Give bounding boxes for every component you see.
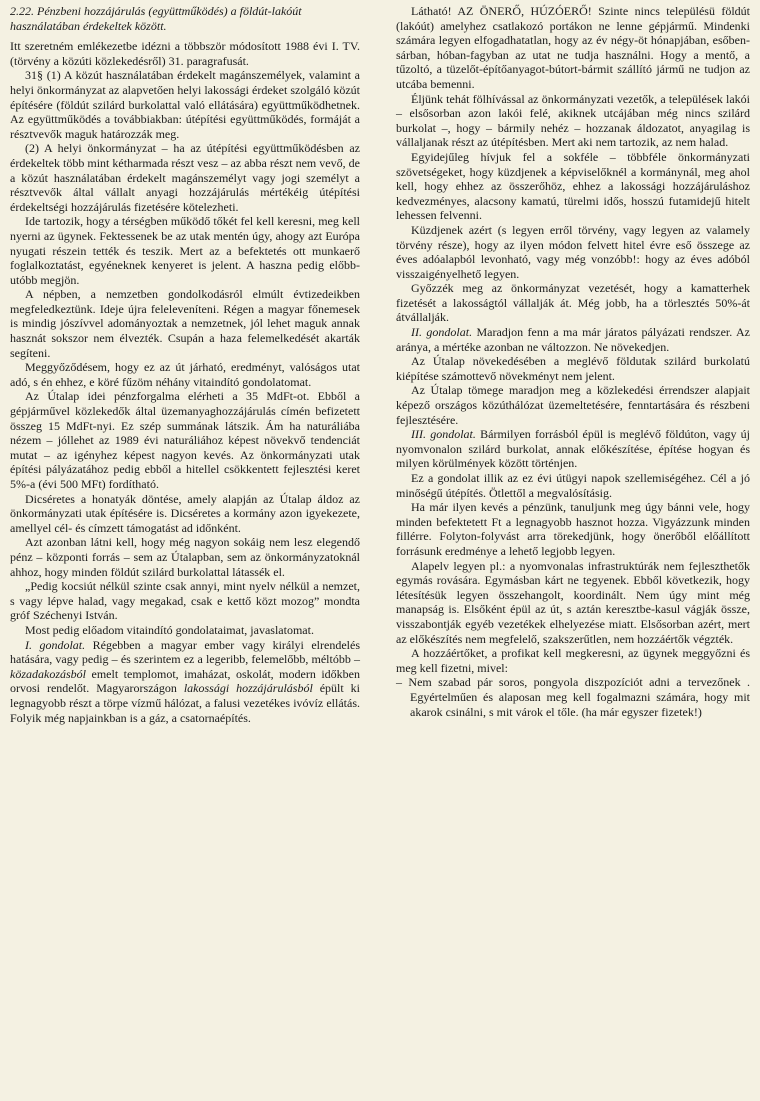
paragraph: Itt szeretném emlékezetbe idézni a többször módosított 1988 évi I. TV. (törvény a közúti közlekedésről) 31. paragrafusát.: [10, 39, 360, 68]
paragraph: Alapelv legyen pl.: a nyomvonalas infrastruktúrák nem fejleszthetők egymás rovására. Egymásban kárt ne tegyenek. Ebből következik, hogy létesítésük legyen összehangolt, koordinált. Nem úgy mint még manapság is. Elsőként épül az út, s aztán keresztbe-kasul vágják össze, visszabontják egyéb vezetékek elhelyezése miatt. Elsősorban azért, mert az előkészítés nem megfelelő, szakszerűtlen, nem hozzáértők végzték.: [396, 558, 750, 646]
section-heading: 2.22. Pénzbeni hozzájárulás (együttműködés) a földút-lakóút használatában érdekeltek között.: [10, 4, 302, 33]
paragraph: Ha már ilyen kevés a pénzünk, tanuljunk meg úgy bánni vele, hogy minden befektetett Ft a legnagyobb hasznot hozza. Vigyázzunk minden fillérre. Folyton-folyvást arra törekedjünk, hogy önerőből előállított forrásunk eredménye a lehető legjobb legyen.: [396, 500, 750, 558]
paragraph: A hozzáértőket, a profikat kell megkeresni, az ügynek meggyőzni és meg kell fizetni, mivel:: [396, 646, 750, 675]
paragraph: Győzzék meg az önkormányzat vezetését, hogy a kamatterhek fizetését a lakosságtól vállalják át. Még jobb, ha a törlesztés 50%-át átvállalják.: [396, 281, 750, 325]
thought-label: I. gondolat.: [25, 637, 86, 652]
paragraph: Küzdjenek azért (s legyen erről törvény, vagy legyen az valamely törvény része), hogy az ilyen módon felvett hitel évre eső összege az éves adóalapból levonható, vagy még vonzóbb!: hogy az éves adóból visszaigényelhető legyen.: [396, 222, 750, 281]
paragraph: Azt azonban látni kell, hogy még nagyon sokáig nem lesz elegendő pénz – központi forrás – sem az Útalapban, sem az önkormányzatoknál ahhoz, hogy minden földút szilárd burkolattal látassék el.: [10, 535, 360, 579]
thought-3-paragraph: [396, 427, 750, 471]
paragraph: Ide tartozik, hogy a térségben működő tőkét fel kell keresni, meg kell nyerni az ügynek. Fektessenek be az utak mentén úgy, ahogy azt Európa nyugati részein tették és teszik. Mert az a befektetés ott munkaerő foglalkoztatást, egyéneknek kenyeret is jelent. A haszna pedig előbb-utóbb megjön.: [10, 214, 360, 287]
emphasis: lakossági hozzájárulásból: [183, 681, 313, 696]
thought-1-paragraph: [10, 638, 360, 726]
right-column: [396, 4, 750, 719]
paragraph: Az Útalap tömege maradjon meg a közlekedési érrendszer alapjait képező országos közúthálózat üzemeltetésére, fenntartására és részbeni fejlesztésére.: [396, 383, 750, 427]
paragraph: Meggyőződésem, hogy ez az út járható, eredményt, valóságos utat adó, s én ehhez, e köré fűzöm néhány vitaindító gondolatomat.: [10, 360, 360, 389]
thought-2-paragraph: [396, 325, 750, 354]
paragraph: (2) A helyi önkormányzat – ha az útépítési együttműködésben az érdekeltek több mint kétharmada részt vesz – az abba részt nem vevő, de a közút használatában érdekelt magánszemélyt vagy jogi személyt a résztvevők által vállalt anyagi hozzájárulás mértékéig útépítési érdekeltségi hozzájárulás fizetésére kötelezheti.: [10, 141, 360, 214]
emphasis: közadakozásból: [10, 666, 86, 681]
text-run: Bármilyen forrásból épül is meglévő földúton, vagy új nyomvonalon szilárd burkolat, annak előkészítése, építése hogyan és milyen körülmények között történjen.: [396, 427, 751, 471]
thought-label: III. gondolat.: [411, 427, 476, 442]
text-run: emelt templomot, imaházat, oskolát, modern időkben orvosi rendelőt. Magyarországon: [10, 666, 360, 696]
text-run: épült ki legnagyobb részt a törpe vízmű hálózat, a falusi vezetékes ivóvíz ellátás. Folyik még napjainkban is a gáz, a csatornaépítés.: [10, 681, 361, 725]
text-run: Maradjon fenn a ma már járatos pályázati rendszer. Az aránya, a mértéke azonban ne változzon. Ne növekedjen.: [396, 325, 750, 354]
paragraph: Most pedig előadom vitaindító gondolataimat, javaslatomat.: [25, 622, 314, 637]
paragraph: Egyidejűleg hívjuk fel a sokféle – többféle önkormányzati szövetségeket, hogy küzdjenek a képviselőknél a kormánynál, meg ahol kell, hogy ehhez az összerőhöz, ehhez a lakossági hozzájáruláshoz kedvezményes, alacsony kamatú, türelmi idős, hosszú futamidejű hitelt lehessen felvenni.: [396, 149, 750, 223]
thought-label: II. gondolat.: [411, 325, 473, 340]
left-column: [10, 4, 360, 725]
paragraph: Az Útalap idei pénzforgalma elérheti a 35 MdFt-ot. Ebből a gépjárművel közlekedők által üzemanyaghozzájárulás címén befizetett összeg 15 MdFt-nyi. Ez szép summának látszik. Ám ha naturáliába nézem – jóllehet az 1989 évi naturáliához képest növekvő tendenciát mutat – az igényhez képest nagyon kevés. Az önkormányzati utak építési pályázatához pedig ebből a hitellel csökkentett fejlesztési keret 5%-a (évi 500 MFt) fordítható.: [10, 389, 360, 491]
paragraph: Éljünk tehát fölhívással az önkormányzati vezetők, a települések lakói – elsősorban azon lakói felé, akiknek utcájában még nincs szilárd burkolat –, hogy – bármily nehéz – hozzanak áldozatot, anyagilag is vállaljanak részt az útépítésben. Mert aki nem tartozik, az nem halad.: [396, 91, 750, 150]
text-run: Régebben a magyar ember vagy királyi elrendelés hatására, vagy pedig – és szerintem ez a legeribb, felemelőbb, méltóbb –: [10, 637, 360, 667]
paragraph: Dicséretes a honatyák döntése, amely alapján az Útalap áldoz az önkormányzati utak építésére is. Dicséretes a kormány azon igyekezete, amellyel cél- és címzett támogatást ad időnként.: [10, 491, 360, 535]
paragraph: 31§ (1) A közút használatában érdekelt magánszemélyek, valamint a helyi önkormányzat az alapvetően helyi lakossági érdeket szolgáló közút építésére (földút szilárd burkolattal való ellátására) együttműködhetnek. Az együttműködés a továbbiakban: útépítési együttműködés, formáját a résztvevők maguk határozzák meg.: [10, 68, 360, 141]
paragraph: Látható! AZ ÖNERŐ, HÚZÓERŐ! Szinte nincs településü földút (lakóút) amelyhez csatlakozó portákon ne lenne gépjármű. Mindenki számára legyen elfogadhatatlan, hogy az év négy-öt hónapjában, esőben-sárban, hóban-fagyban az utat ne tudja használni. Hogy a mentő, a tűzoltó, a tüzelőt-építőanyagot-bútort-bármit szállító jármű ne tudjon az utcába bemenni.: [396, 4, 750, 91]
paragraph: Ez a gondolat illik az ez évi útügyi napok szellemiségéhez. Cél a jó minőségű útépítés. Ötlettől a megvalósításig.: [396, 471, 750, 500]
paragraph: Az Útalap növekedésében a meglévő földutak szilárd burkolatú kiépítése számottevő növekményt nem jelent.: [396, 354, 750, 383]
dash-list-item: – Nem szabad pár soros, pongyola diszpozíciót adni a tervezőnek . Egyértelműen és alaposan meg kell fogalmazni számára, hogy mit akarok csinálni, s mit várok el tőle. (ha már egyszer fizetek!): [396, 675, 750, 719]
paragraph: A népben, a nemzetben gondolkodásról elmúlt évtizedeikben megfeledkeztünk. Ideje újra feleleveníteni. Régen a magyar főnemesek is mindig jószívvel adományoztak a nemzetnek, jól lehet maguk annak hasznát sokszor nem élvezték. Csupán a haza felemelkedését akarták segíteni.: [10, 287, 360, 360]
quote-paragraph: „Pedig kocsiút nélkül szinte csak annyi, mint nyelv nélkül a nemzet, s vagy lépve halad, vagy megakad, csak e kettő közt mozog” mondta gróf Széchenyi István.: [10, 579, 360, 623]
